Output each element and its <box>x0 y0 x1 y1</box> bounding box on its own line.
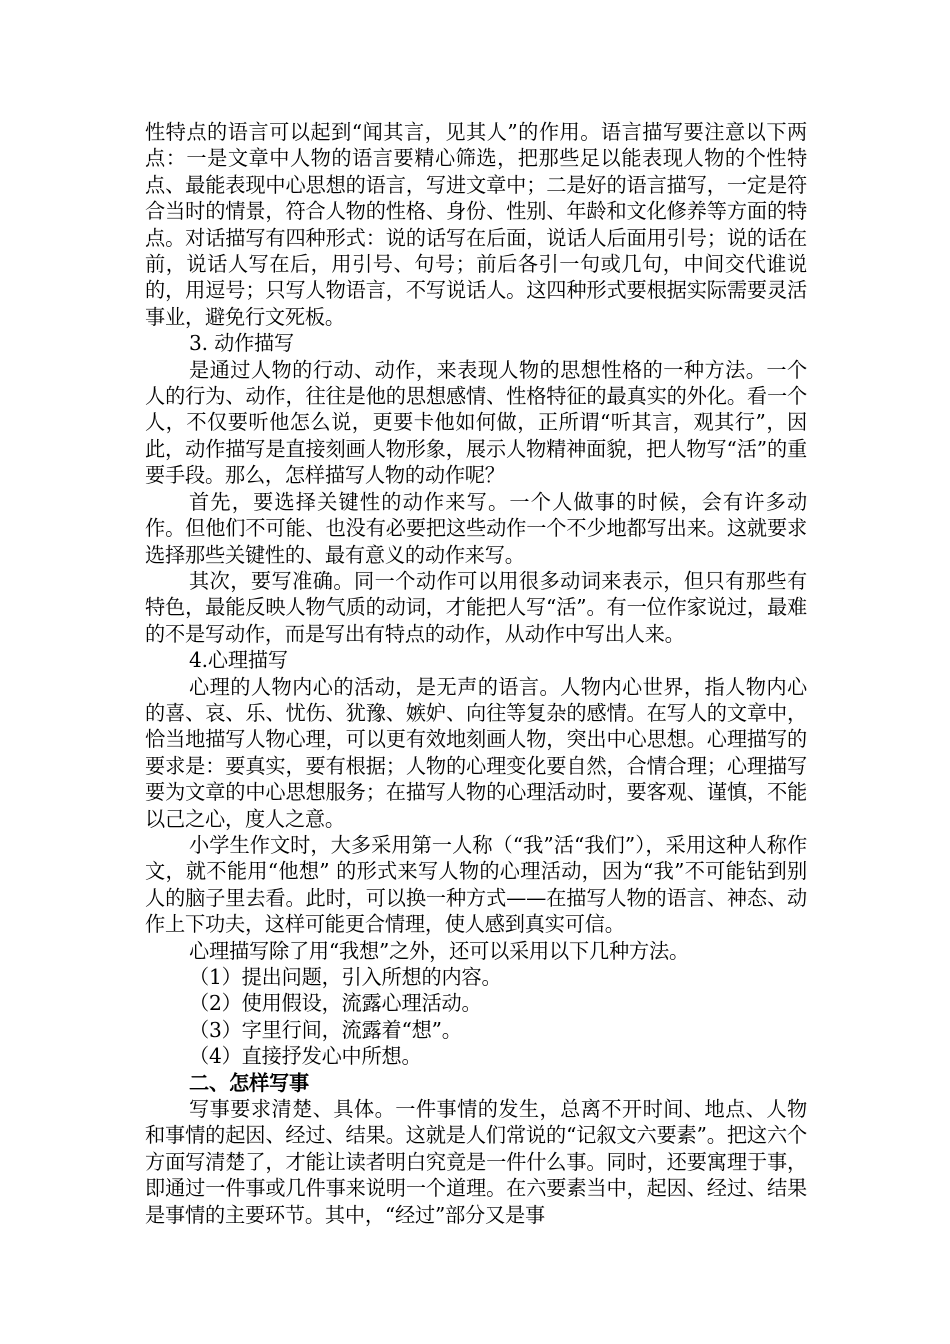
section-heading-writing-events: 二、怎样写事 <box>189 1070 309 1095</box>
paragraph-psychology-intro: 心理的人物内心的活动，是无声的语言。人物内心世界，指人物内心的喜、哀、乐、忧伤、犹豫、嫉妒、向往等复杂的感情。在写人的文章中，恰当地描写人物心理，可以更有效地刻画人物，突出中心思想。心理描写的要求是：要真实，要有根据；人物的心理变化要自然，合情合理；心理描写要为文章的中心思想服务；在描写人物的心理活动时，要客观、谨慎，不能以己之心，度人之意。 <box>145 674 807 831</box>
subheading-action-description: 3. 动作描写 <box>189 331 295 356</box>
list-item-method-4: （4）直接抒发心中所想。 <box>189 1044 422 1069</box>
paragraph-writing-events: 写事要求清楚、具体。一件事情的发生，总离不开时间、地点、人物和事情的起因、经过、结果。这就是人们常说的“记叙文六要素”。把这六个方面写清楚了，才能让读者明白究竟是一件什么事。同时，还要寓理于事，即通过一件事或几件事来说明一个道理。在六要素当中，起因、经过、结果是事情的主要环节。其中，“经过”部分又是事 <box>145 1097 807 1227</box>
list-item-method-3: （3）字里行间，流露着“想”。 <box>189 1017 462 1042</box>
paragraph-methods-intro: 心理描写除了用“我想”之外，还可以采用以下几种方法。 <box>189 938 689 963</box>
list-item-method-1: （1）提出问题，引入所想的内容。 <box>189 965 502 989</box>
paragraph-language-description: 性特点的语言可以起到“闻其言，见其人”的作用。语言描写要注意以下两点：一是文章中人物的语言要精心筛选，把那些足以能表现人物的个性特点、最能表现中心思想的语言，写进文章中；二是好的语言描写，一定是符合当时的情景，符合人物的性格、身份、性别、年龄和文化修养等方面的特点。对话描写有四种形式：说的话写在后面，说话人后面用引号；说的话在前，说话人写在后，用引号、句号；前后各引一句或几句，中间交代谁说的，用逗号；只写人物语言，不写说话人。这四种形式要根据实际需要灵活事业，避免行文死板。 <box>145 120 807 329</box>
document-body <box>145 119 807 1228</box>
paragraph-action-second: 其次，要写准确。同一个动作可以用很多动词来表示，但只有那些有特色，最能反映人物气质的动词，才能把人写“活”。有一位作家说过，最难的不是写动作，而是写出有特点的动作，从动作中写出人来。 <box>145 568 807 646</box>
list-item-method-2: （2）使用假设，流露心理活动。 <box>189 991 482 1016</box>
paragraph-first-person: 小学生作文时，大多采用第一人称（“我”活“我们”），采用这种人称作文，就不能用“他想” 的形式来写人物的心理活动，因为“我”不可能钻到别人的脑子里去看。此时，可以换一种方式——在描写人物的语言、神态、动作上下功夫，这样可能更合情理，使人感到真实可信。 <box>145 832 807 937</box>
paragraph-action-first: 首先，要选择关键性的动作来写。一个人做事的时候，会有许多动作。但他们不可能、也没有必要把这些动作一个不少地都写出来。这就要求选择那些关键性的、最有意义的动作来写。 <box>145 489 807 567</box>
subheading-psychological-description: 4.心理描写 <box>189 648 288 673</box>
paragraph-action-intro: 是通过人物的行动、动作，来表现人物的思想性格的一种方法。一个人的行为、动作，往往是他的思想感情、性格特征的最真实的外化。看一个人，不仅要听他怎么说，更要卡他如何做，正所谓“听其言，观其行”，因此，动作描写是直接刻画人物形象，展示人物精神面貌，把人物写“活”的重要手段。那么，怎样描写人物的动作呢？ <box>145 357 807 488</box>
